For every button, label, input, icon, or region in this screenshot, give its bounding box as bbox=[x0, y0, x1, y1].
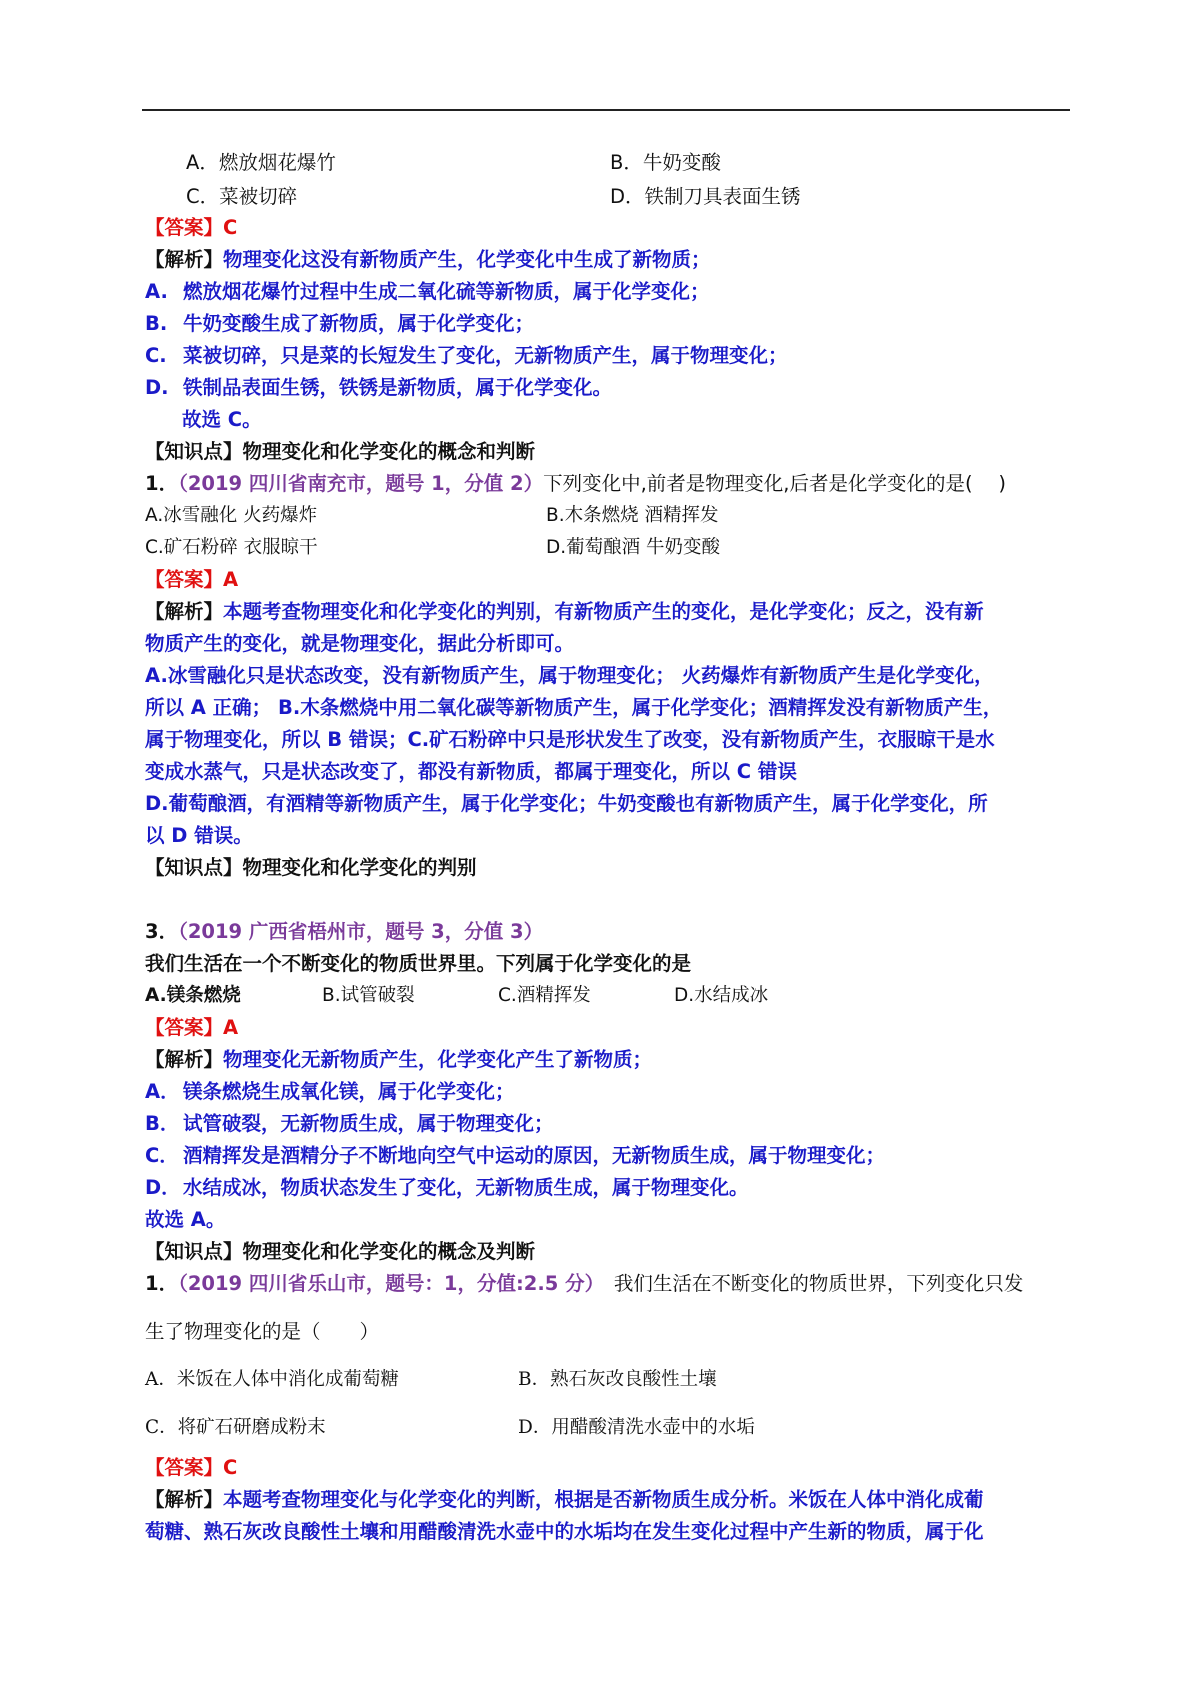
q3-answer-line: 【答案】A bbox=[145, 1016, 239, 1039]
q2-option-b: B.木条燃烧 酒精挥发 bbox=[546, 505, 719, 526]
q1-item-d: D. 铁制品表面生锈，铁锈是新物质，属于化学变化。 bbox=[145, 376, 613, 399]
q2-header bbox=[145, 470, 1075, 498]
q4-analysis-line-2: 萄糖、熟石灰改良酸性土壤和用醋酸清洗水壶中的水垢均在发生变化过程中产生新的物质，属于化 bbox=[145, 1520, 984, 1543]
kp-tag: 【知识点】 bbox=[145, 440, 243, 463]
q1-option-a: A．燃放烟花爆竹 bbox=[186, 151, 336, 174]
analysis-text: 物理变化这没有新物质产生，化学变化中生成了新物质； bbox=[223, 248, 711, 271]
q1-option-b: B．牛奶变酸 bbox=[610, 151, 721, 174]
question-stem: 下列变化中,前者是物理变化,后者是化学变化的是( ) bbox=[543, 472, 1006, 495]
q4-option-d: D．用醋酸清洗水壶中的水垢 bbox=[518, 1417, 755, 1438]
q4-header: 1．（2019 四川省乐山市，题号：1，分值:2.5 分） 我们生活在不断变化的物质世界，下列变化只发 bbox=[145, 1272, 1024, 1295]
q2-analysis-line-6: 变成水蒸气，只是状态改变了，都没有新物质，都属于理变化，所以 C 错误 bbox=[145, 760, 797, 783]
q1-item-a: A. 燃放烟花爆竹过程中生成二氧化硫等新物质，属于化学变化； bbox=[145, 280, 710, 303]
q3-stem: 我们生活在一个不断变化的物质世界里。下列属于化学变化的是 bbox=[145, 952, 692, 975]
q2-option-c: C.矿石粉碎 衣服晾干 bbox=[145, 537, 318, 558]
q3-knowledge-point: 【知识点】物理变化和化学变化的概念及判断 bbox=[145, 1240, 536, 1263]
q1-conclusion: 故选 C。 bbox=[182, 408, 262, 431]
q2-analysis-line-8: 以 D 错误。 bbox=[145, 824, 253, 847]
q1-option-d: D．铁制刀具表面生锈 bbox=[610, 185, 801, 208]
q3-header: 3．（2019 广西省梧州市，题号 3，分值 3） bbox=[145, 920, 544, 943]
q4-option-b: B．熟石灰改良酸性土壤 bbox=[518, 1369, 717, 1390]
q2-option-d: D.葡萄酿酒 牛奶变酸 bbox=[546, 537, 721, 558]
q4-analysis-line-1: 【解析】本题考查物理变化与化学变化的判断，根据是否新物质生成分析。米饭在人体中消化成葡 bbox=[145, 1488, 984, 1511]
question-source: （2019 四川省南充市，题号 1，分值 2） bbox=[178, 472, 544, 495]
q2-analysis-line-4: 所以 A 正确； B.木条燃烧中用二氧化碳等新物质产生，属于化学变化；酒精挥发没有新物质产生， bbox=[145, 696, 1003, 719]
q2-analysis-line-7: D.葡萄酿酒，有酒精等新物质产生，属于化学变化；牛奶变酸也有新物质产生，属于化学变化，所 bbox=[145, 792, 988, 815]
q1-item-b: B. 牛奶变酸生成了新物质，属于化学变化； bbox=[145, 312, 535, 335]
q3-item-a: A． 镁条燃烧生成氧化镁，属于化学变化； bbox=[145, 1080, 515, 1103]
q2-answer-line: 【答案】A bbox=[145, 568, 239, 591]
q3-item-d: D． 水结成冰，物质状态发生了变化，无新物质生成，属于物理变化。 bbox=[145, 1176, 749, 1199]
q3-item-b: B． 试管破裂，无新物质生成，属于物理变化； bbox=[145, 1112, 554, 1135]
q1-option-c: C．菜被切碎 bbox=[186, 185, 298, 208]
q2-option-a: A.冰雪融化 火药爆炸 bbox=[145, 505, 318, 526]
q2-analysis-line-3: A.冰雪融化只是状态改变，没有新物质产生，属于物理变化； 火药爆炸有新物质产生是化学变化， bbox=[145, 664, 994, 687]
q3-option-b: B.试管破裂 bbox=[322, 985, 415, 1006]
q4-option-a: A．米饭在人体中消化成葡萄糖 bbox=[145, 1369, 399, 1390]
header-rule bbox=[142, 109, 1070, 111]
q1-analysis-line bbox=[145, 246, 1075, 274]
q1-answer-line bbox=[145, 214, 1075, 242]
q2-analysis-line-5: 属于物理变化，所以 B 错误；C.矿石粉碎中只是形状发生了改变，没有新物质产生，衣服晾干是水 bbox=[145, 728, 995, 751]
answer-tag: 【答案】 bbox=[145, 216, 224, 239]
q3-item-c: C． 酒精挥发是酒精分子不断地向空气中运动的原因，无新物质生成，属于物理变化； bbox=[145, 1144, 886, 1167]
answer-value: C bbox=[223, 216, 238, 239]
q2-analysis-line-2: 物质产生的变化，就是物理变化，据此分析即可。 bbox=[145, 632, 575, 655]
q3-option-c: C.酒精挥发 bbox=[498, 985, 591, 1006]
q4-option-c: C．将矿石研磨成粉末 bbox=[145, 1417, 326, 1438]
q2-analysis-line-1: 【解析】本题考查物理变化和化学变化的判别，有新物质产生的变化，是化学变化；反之，没有新 bbox=[145, 600, 984, 623]
kp-text: 物理变化和化学变化的概念和判断 bbox=[242, 440, 536, 463]
q1-knowledge-point bbox=[145, 438, 1075, 466]
q3-option-d: D.水结成冰 bbox=[674, 985, 769, 1006]
question-number: 1． bbox=[145, 472, 179, 495]
q2-knowledge-point: 【知识点】物理变化和化学变化的判别 bbox=[145, 856, 477, 879]
analysis-tag: 【解析】 bbox=[145, 248, 224, 271]
q3-analysis-line: 【解析】物理变化无新物质产生，化学变化产生了新物质； bbox=[145, 1048, 653, 1071]
q3-conclusion: 故选 A。 bbox=[145, 1208, 226, 1231]
q3-option-a: A.镁条燃烧 bbox=[145, 985, 241, 1006]
q1-item-c: C. 菜被切碎，只是菜的长短发生了变化，无新物质产生，属于物理变化； bbox=[145, 344, 788, 367]
q4-answer-line: 【答案】C bbox=[145, 1456, 238, 1479]
q4-stem-line-2: 生了物理变化的是（ ） bbox=[145, 1320, 380, 1343]
